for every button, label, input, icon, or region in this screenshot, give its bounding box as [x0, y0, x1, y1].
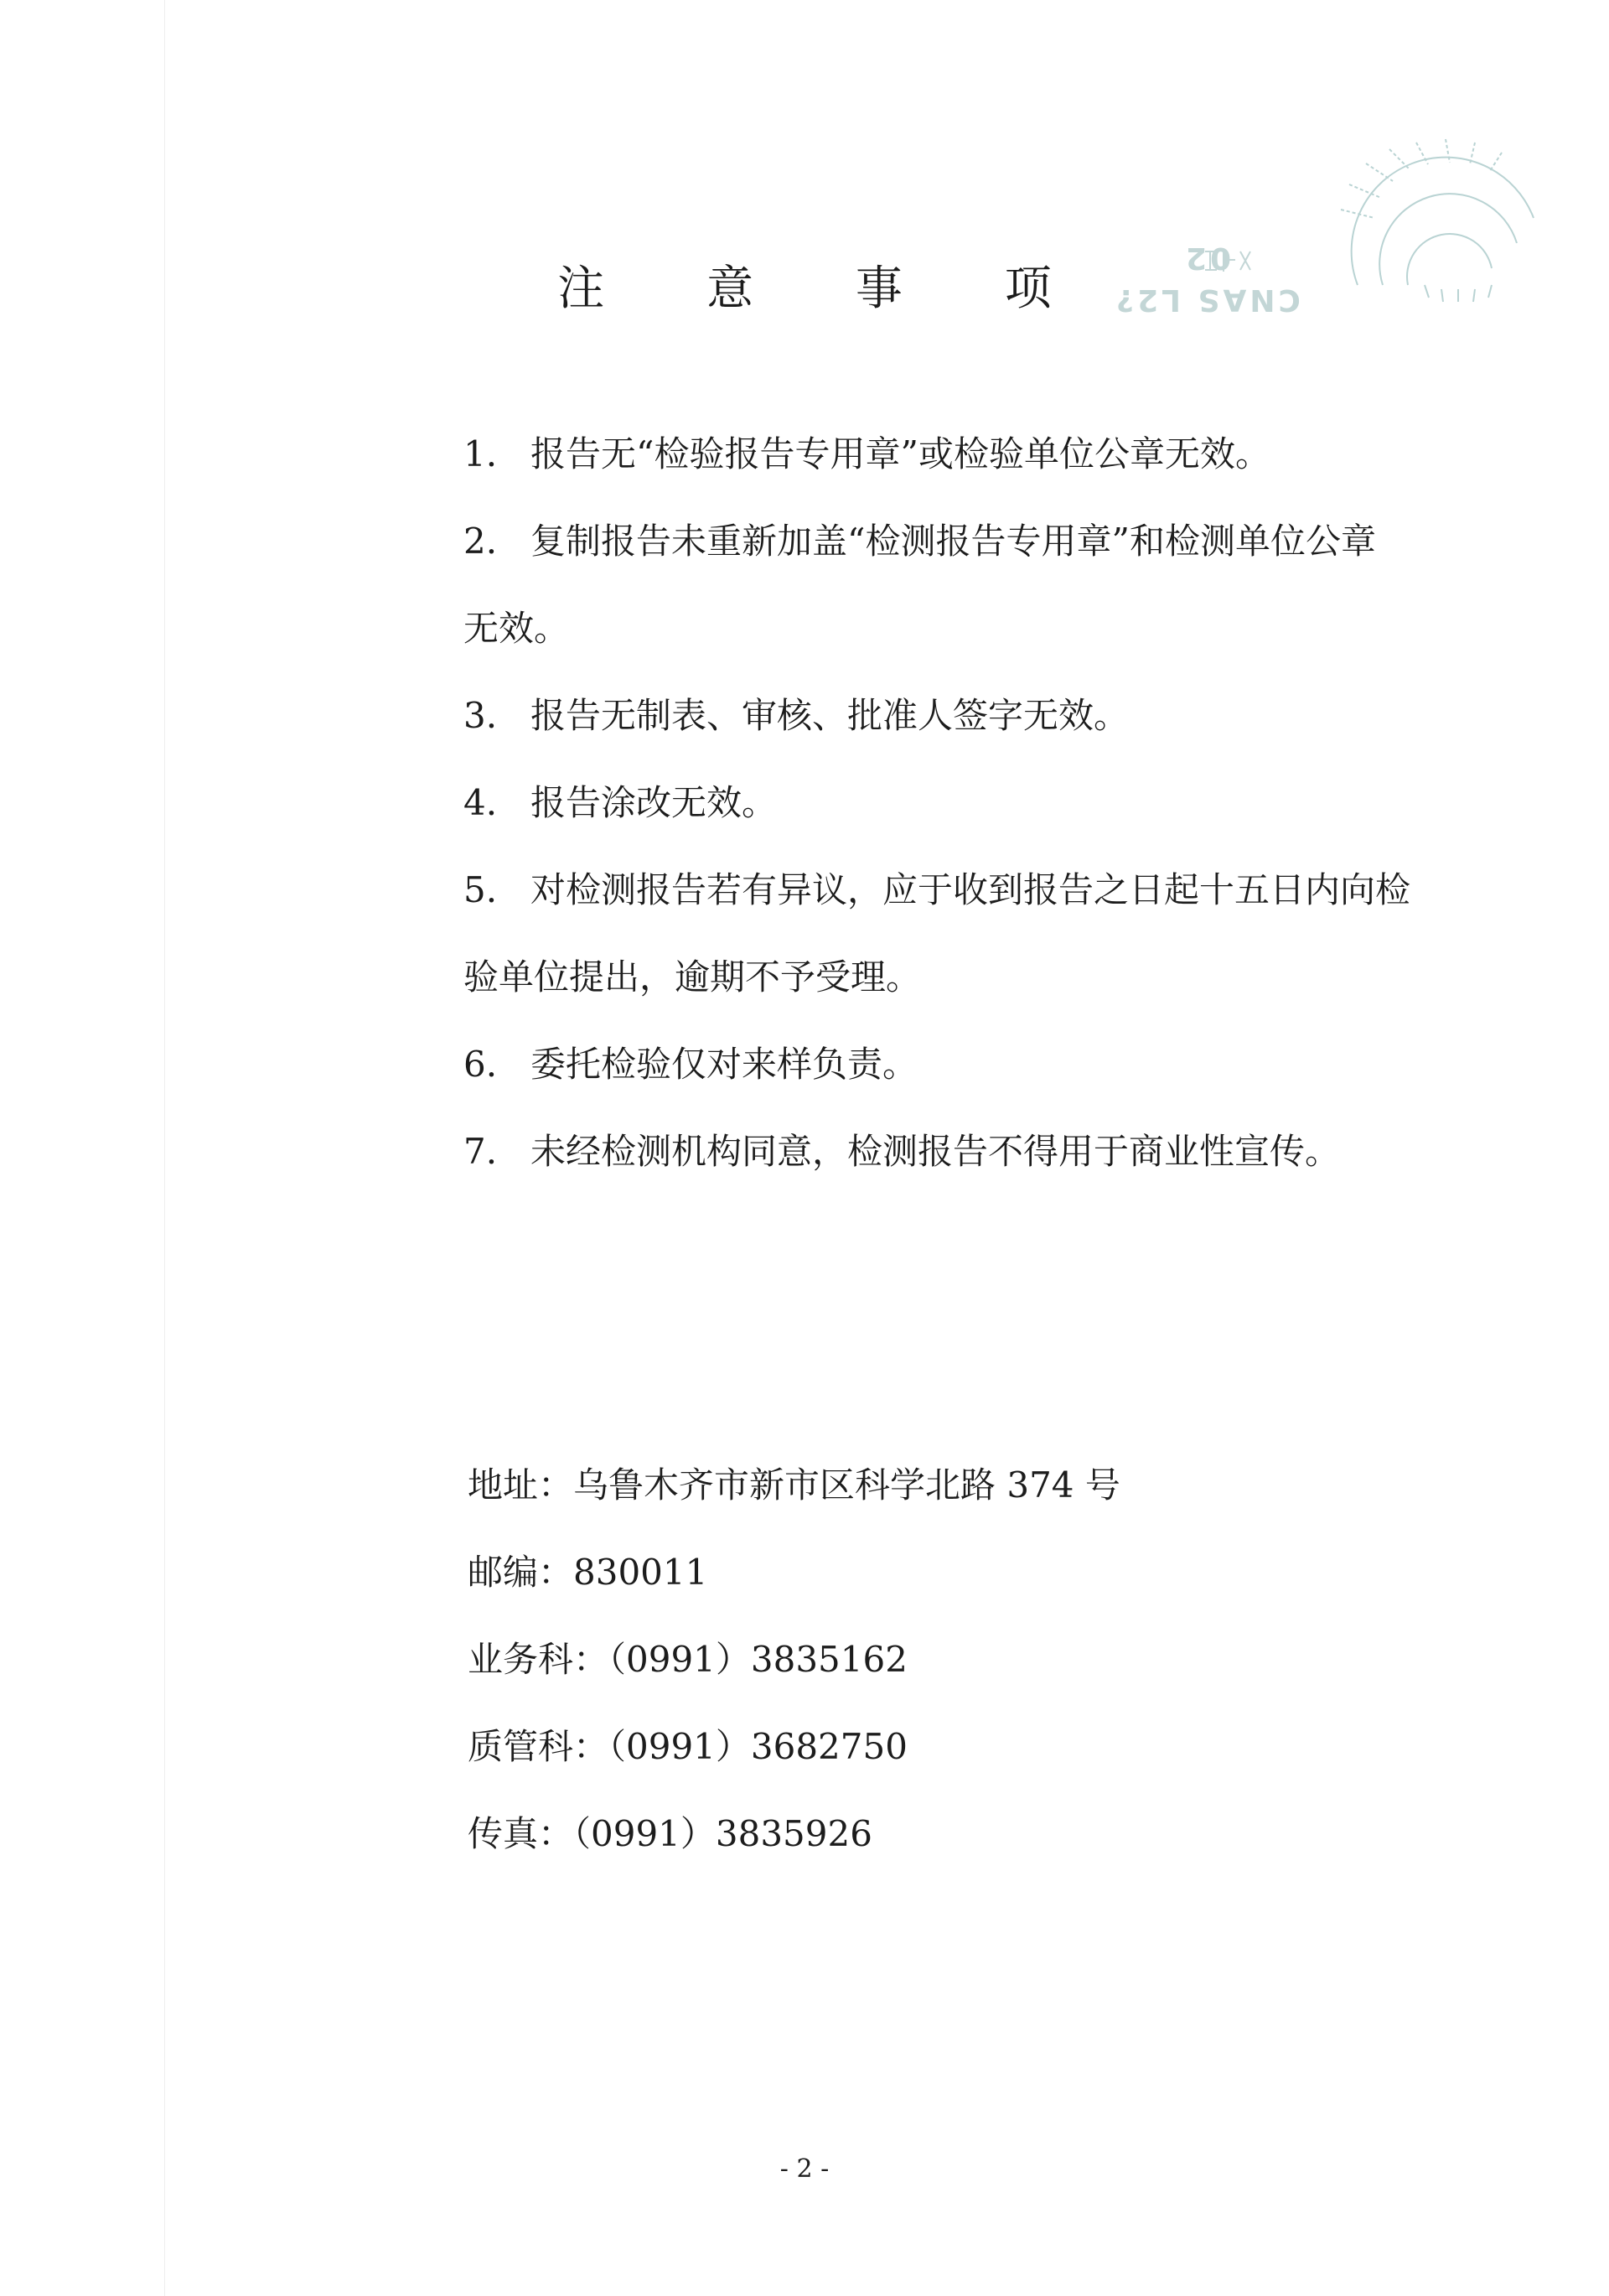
- page-number: - 2 -: [779, 2154, 830, 2184]
- scan-margin-line: [164, 0, 165, 2296]
- note-continuation: 无效。: [463, 608, 570, 649]
- note-item: [463, 411, 1519, 498]
- note-text: 报告无“检验报告专用章”或检验单位公章无效。: [530, 433, 1270, 474]
- note-number: 7.: [463, 1131, 498, 1172]
- note-item: [463, 847, 1519, 1021]
- note-text: 未经检测机构同意，检测报告不得用于商业性宣传。: [530, 1131, 1341, 1172]
- quality-phone-line: 质管科：（0991）3682750: [468, 1726, 908, 1767]
- notes-list: [463, 411, 1519, 1195]
- address-line: 地址：乌鲁木齐市新市区科学北路 374 号: [468, 1464, 1120, 1506]
- page-title: 注 意 事 项: [557, 262, 1095, 316]
- fax-line: 传真：（0991）3835926: [468, 1813, 872, 1854]
- note-item: [463, 759, 1519, 847]
- note-item: [463, 672, 1519, 759]
- note-continuation: 验单位提出，逾期不予受理。: [463, 956, 922, 998]
- note-text: 委托检验仅对来样负责。: [530, 1044, 918, 1085]
- note-number: 2.: [463, 521, 498, 562]
- note-item: [463, 1021, 1519, 1108]
- postcode-line: 邮编：830011: [468, 1552, 708, 1593]
- note-item: [463, 498, 1519, 672]
- stamp-text: CNAS L2?02: [1113, 241, 1301, 317]
- note-text: 报告无制表、审核、批准人签字无效。: [530, 695, 1130, 736]
- note-text: 对检测报告若有异议，应于收到报告之日起十五日内向检: [530, 869, 1411, 910]
- note-number: 3.: [463, 695, 498, 736]
- business-phone-line: 业务科：（0991）3835162: [468, 1639, 908, 1680]
- contact-info: [468, 1442, 1120, 1878]
- note-number: 5.: [463, 869, 498, 910]
- note-number: 6.: [463, 1044, 498, 1085]
- note-number: 4.: [463, 782, 498, 823]
- note-text: 复制报告未重新加盖“检测报告专用章”和检测单位公章: [530, 521, 1376, 562]
- note-item: [463, 1108, 1519, 1195]
- note-number: 1.: [463, 433, 498, 474]
- note-text: 报告涂改无效。: [530, 782, 778, 823]
